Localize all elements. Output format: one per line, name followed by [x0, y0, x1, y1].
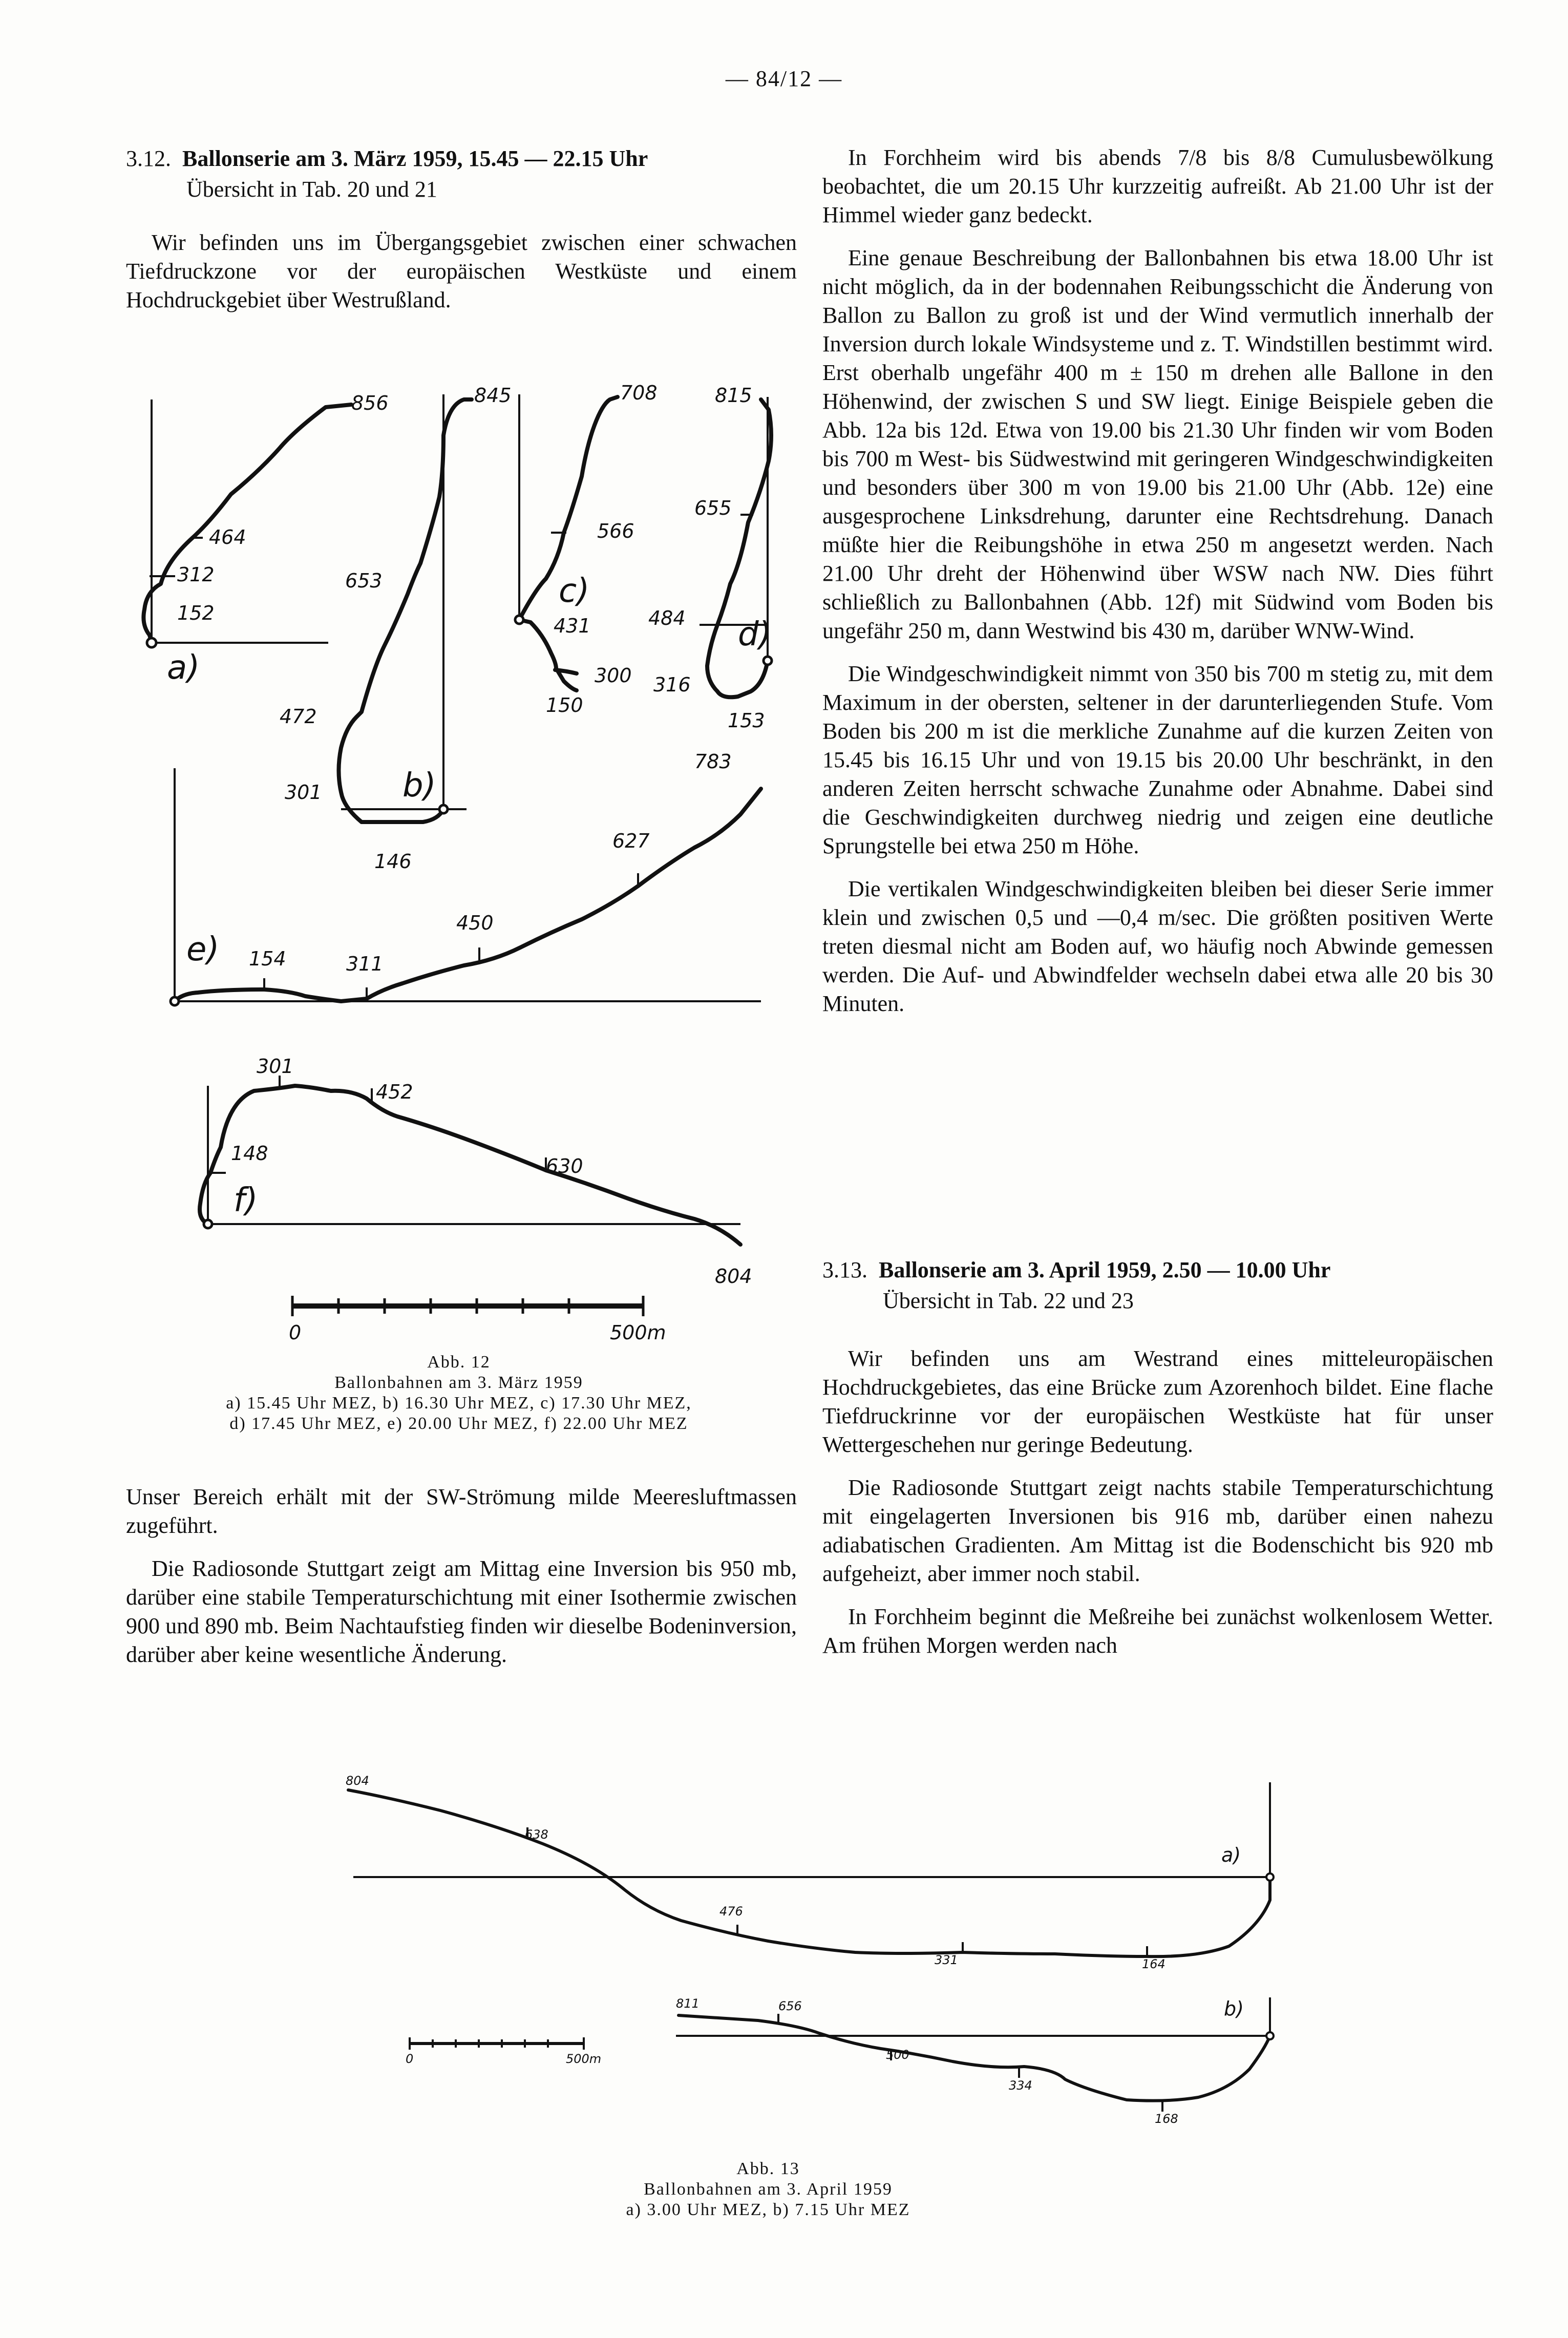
section-subtitle: Übersicht in Tab. 20 und 21: [186, 177, 437, 202]
label-656: 656: [778, 1999, 802, 2013]
figure-12-caption: [177, 1352, 740, 1434]
label-168: 168: [1155, 2112, 1178, 2126]
figure-13b: [676, 1996, 1274, 2126]
paragraph: In Forchheim wird bis abends 7/8 bis 8/8 Cumulusbewölkung beobachtet, die um 20.15 Uhr kurzzeitig aufreißt. Ab 21.00 Uhr ist der Himmel wieder ganz bedeckt.: [822, 145, 1493, 227]
label-311: 311: [346, 953, 384, 975]
paragraph: Die vertikalen Windgeschwindigkeiten bleiben bei dieser Serie immer klein und zwischen 0,5 und —0,4 m/sec. Die größten positiven Werte treten diesmal nicht am Boden auf, wo häufig noch Abwinde gemessen werden. Die Auf- und Abwindfelder wechseln dabei etwa alle 20 bis 30 Minuten.: [822, 876, 1493, 1016]
label-301: 301: [257, 1055, 294, 1078]
label-152: 152: [177, 602, 215, 624]
scale-zero: 0: [289, 1321, 302, 1342]
label-334: 334: [1009, 2078, 1032, 2093]
label-653: 653: [345, 570, 383, 592]
caption-line: Ballonbahnen am 3. April 1959: [644, 2180, 893, 2199]
paragraph: Die Radiosonde Stuttgart zeigt am Mittag eine Inversion bis 950 mb, darüber eine stabile Temperaturschichtung mit einer Isothermie zwischen 900 und 890 mb. Beim Nachtaufstieg finden wir dieselbe Bodeninversion, darüber aber keine wesentliche Änderung.: [126, 1556, 797, 1667]
label-804: 804: [715, 1265, 752, 1288]
paragraph: Unser Bereich erhält mit der SW-Strömung milde Meeresluftmassen zugeführt.: [126, 1484, 797, 1538]
section-3-13-text: [822, 1344, 1493, 1660]
label-e: e): [186, 931, 220, 968]
label-627: 627: [612, 830, 650, 852]
label-d: d): [738, 616, 772, 654]
caption-line: Ballonbahnen am 3. März 1959: [334, 1373, 583, 1392]
caption-title: Abb. 12: [427, 1353, 491, 1372]
label-476: 476: [719, 1904, 743, 1919]
section-3-12-intro: [126, 228, 797, 314]
label-301: 301: [285, 781, 322, 804]
section-3-12-heading: [126, 143, 797, 205]
label-845: 845: [474, 384, 512, 407]
label-146: 146: [374, 850, 412, 873]
label-316: 316: [653, 673, 691, 696]
figure-13-balloon-paths: [328, 1762, 1301, 2151]
right-column-text: [822, 143, 1493, 1018]
label-164: 164: [1142, 1957, 1166, 1971]
label-300: 300: [595, 664, 632, 687]
figure-12c: [515, 382, 658, 717]
label-638: 638: [525, 1827, 548, 1842]
scale-500m: 500m: [566, 2052, 602, 2066]
label-f: f): [234, 1182, 258, 1219]
label-856: 856: [351, 392, 389, 414]
page-number: — 84/12 —: [725, 66, 843, 91]
figure-12-scale-bar: [289, 1296, 666, 1342]
label-500: 500: [886, 2048, 909, 2062]
paragraph: Wir befinden uns im Übergangsgebiet zwischen einer schwachen Tiefdruckzone vor der europäischen Westküste und einem Hochdruckgebiet über Westrußland.: [126, 230, 797, 312]
label-a: a): [167, 649, 200, 687]
caption-line: d) 17.45 Uhr MEZ, e) 20.00 Uhr MEZ, f) 22.00 Uhr MEZ: [229, 1414, 688, 1433]
label-452: 452: [376, 1081, 413, 1103]
label-472: 472: [280, 705, 317, 728]
label-b: b): [402, 767, 436, 805]
paragraph: Die Radiosonde Stuttgart zeigt nachts stabile Temperaturschichtung mit eingelagerten Inversionen bis 916 mb, darüber einen nahezu adiabatischen Gradienten. Am Mittag ist die Bodenschicht bis 920 mb aufgeheizt, aber immer noch stabil.: [822, 1475, 1493, 1586]
label-630: 630: [546, 1155, 583, 1177]
label-804: 804: [346, 1774, 369, 1788]
section-3-13-heading: [822, 1255, 1493, 1316]
label-815: 815: [715, 384, 752, 407]
label-450: 450: [456, 912, 494, 934]
figure-13-scale-bar: [406, 2037, 601, 2066]
figure-12b: [280, 384, 512, 873]
paragraph: Die Windgeschwindigkeit nimmt von 350 bis 700 m stetig zu, mit dem Maximum in der obersten, seltener in der darunterliegenden Stufe. Vom Boden bis 200 m ist die merkliche Zunahme auf die kurzen Zeiten von 15.45 bis 16.15 Uhr und von 19.15 bis 20.00 Uhr beschränkt, in den anderen Zeiten herrscht schwache Zunahme oder Abnahme. Dabei sind die Geschwindigkeiten durchweg niedrig und zeigen eine deutliche Sprungstelle bei etwa 250 m Höhe.: [822, 661, 1493, 858]
label-331: 331: [935, 1953, 958, 1967]
label-655: 655: [694, 497, 732, 519]
label-783: 783: [694, 750, 732, 773]
scale-zero: 0: [406, 2052, 414, 2066]
caption-title: Abb. 13: [736, 2159, 800, 2178]
paragraph: In Forchheim beginnt die Meßreihe bei zunächst wolkenlosem Wetter. Am frühen Morgen werden nach: [822, 1604, 1493, 1658]
section-number: 3.13.: [822, 1257, 867, 1282]
section-subtitle: Übersicht in Tab. 22 und 23: [883, 1288, 1134, 1313]
left-column-text: [126, 1483, 797, 1669]
label-148: 148: [231, 1142, 268, 1165]
paragraph: Eine genaue Beschreibung der Ballonbahnen bis etwa 18.00 Uhr ist nicht möglich, da in der bodennahen Reibungsschicht die Änderung von Ballon zu Ballon zu groß ist und der Wind vermutlich innerhalb der Inversion durch lokale Windsysteme und z. T. Windstillen bestimmt wird. Erst oberhalb ungefähr 400 m ± 150 m drehen alle Ballone in den Höhenwind, der zwischen S und SW liegt. Einige Beispiele geben die Abb. 12a bis 12d. Etwa von 19.00 bis 21.30 Uhr finden wir vom Boden bis 700 m West- bis Südwestwind mit geringeren Windgeschwindigkeiten und besonders über 300 m von 19.00 bis 21.00 Uhr (Abb. 12e) eine ausgesprochene Linksdrehung, darunter eine Rechtsdrehung. Danach müßte hier die Reibungshöhe in etwa 250 m angesetzt werden. Nach 21.00 Uhr dreht der Höhenwind über WSW nach NW. Dies führt schließlich zu Ballonbahnen (Abb. 12f) mit Südwind vom Boden bis ungefähr 250 m, dann Westwind bis 430 m, darüber WNW-Wind.: [822, 245, 1493, 643]
figure-12e: [171, 750, 761, 1005]
paragraph: Wir befinden uns am Westrand eines mitteleuropäischen Hochdruckgebietes, das eine Brücke zum Azorenhoch bildet. Eine flache Tiefdruckrinne vor der europäischen Westküste hat für unser Wettergeschehen nur geringe Bedeutung.: [822, 1346, 1493, 1457]
caption-line: a) 15.45 Uhr MEZ, b) 16.30 Uhr MEZ, c) 17.30 Uhr MEZ,: [226, 1394, 692, 1413]
label-c: c): [559, 572, 590, 610]
label-431: 431: [554, 615, 591, 637]
label-154: 154: [249, 947, 286, 970]
label-464: 464: [209, 526, 246, 549]
figure-12-balloon-paths: [126, 359, 807, 1342]
label-484: 484: [648, 607, 686, 629]
section-title: Ballonserie am 3. März 1959, 15.45 — 22.15 Uhr: [182, 146, 648, 171]
scale-500m: 500m: [610, 1321, 666, 1342]
section-number: 3.12.: [126, 146, 171, 171]
figure-12f: [200, 1055, 752, 1288]
caption-line: a) 3.00 Uhr MEZ, b) 7.15 Uhr MEZ: [626, 2200, 910, 2219]
label-566: 566: [597, 520, 634, 542]
label-153: 153: [728, 709, 765, 732]
figure-13a: [346, 1774, 1274, 1971]
label-708: 708: [620, 382, 658, 404]
label-a: a): [1221, 1844, 1241, 1866]
label-150: 150: [546, 694, 583, 717]
label-312: 312: [177, 563, 215, 586]
label-811: 811: [676, 1996, 700, 2011]
figure-12a: [143, 392, 388, 687]
figure-12d: [648, 384, 772, 732]
figure-13-caption: [512, 2159, 1024, 2220]
section-title: Ballonserie am 3. April 1959, 2.50 — 10.00 Uhr: [879, 1257, 1331, 1282]
label-b: b): [1224, 1997, 1244, 2020]
